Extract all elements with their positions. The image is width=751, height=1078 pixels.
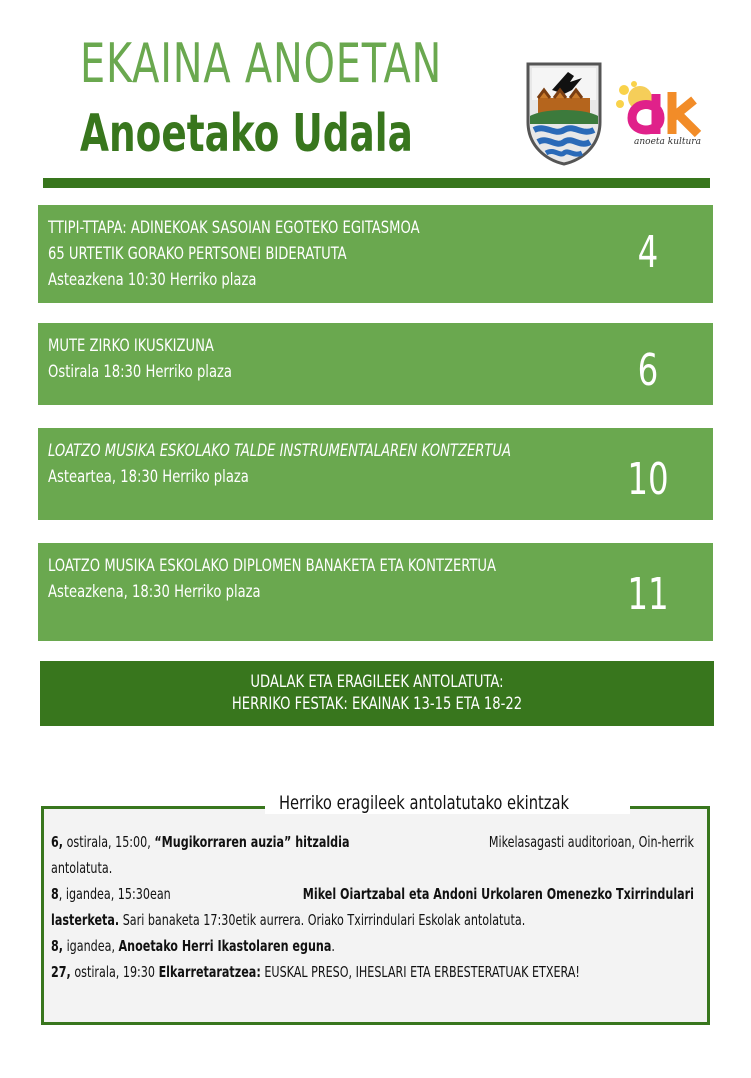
event-title: LOATZO MUSIKA ESKOLAKO TALDE INSTRUMENTALAREN KONTZERTUA (48, 441, 512, 461)
logo-text: anoeta kultura (634, 137, 701, 147)
event-schedule: Asteartea, 18:30 Herriko plaza (48, 467, 249, 487)
anoeta-coat-of-arms-icon (524, 60, 604, 166)
local-activities-title: Herriko eragileek antolatutako ekintzak (265, 792, 630, 814)
event-schedule: Asteazkena 10:30 Herriko plaza (48, 270, 257, 290)
event-day: 4 (637, 227, 659, 278)
list-item: 27, ostirala, 19:30 Elkarretaratzea: EUSKAL PRESO, IHESLARI ETA ERBESTERATUAK ETXERA! (51, 963, 580, 981)
event-title: LOATZO MUSIKA ESKOLAKO DIPLOMEN BANAKETA ETA KONTZERTUA (48, 556, 497, 576)
festak-banner (40, 661, 714, 726)
list-item: 8, igandea, 15:30ean Mikel Oiartzabal eta Andoni Urkolaren Omenezko Txirrindulari (51, 885, 694, 903)
event-schedule: Asteazkena, 18:30 Herriko plaza (48, 582, 261, 602)
festak-line-2: HERRIKO FESTAK: EKAINAK 13-15 ETA 18-22 (231, 694, 523, 714)
anoeta-kultura-logo-icon (612, 78, 710, 152)
page-title: EKAINA ANOETAN (80, 32, 443, 95)
list-item-continued: antolatuta. (51, 859, 113, 877)
event-schedule: Ostirala 18:30 Herriko plaza (48, 362, 232, 382)
list-item: 6, ostirala, 15:00, “Mugikorraren auzia” hitzaldia Mikelasagasti auditorioan, Oin-herrik (51, 833, 694, 851)
event-day: 6 (637, 345, 659, 396)
local-activities-list (51, 829, 694, 985)
event-day: 10 (627, 454, 669, 505)
event-card-4 (38, 543, 713, 641)
event-day: 11 (627, 569, 669, 620)
header-divider (43, 178, 710, 188)
festak-line-1: UDALAK ETA ERAGILEEK ANTOLATUTA: (250, 672, 504, 692)
event-card-1 (38, 205, 713, 303)
event-card-2 (38, 323, 713, 405)
event-subtitle: 65 URTETIK GORAKO PERTSONEI BIDERATUTA (48, 244, 347, 264)
page-subtitle: Anoetako Udala (80, 104, 413, 164)
event-card-3 (38, 428, 713, 520)
list-item-continued: lasterketa. Sari banaketa 17:30etik aurrera. Oriako Txirrindulari Eskolak antolatuta. (51, 911, 526, 929)
event-title: TTIPI-TTAPA: ADINEKOAK SASOIAN EGOTEKO EGITASMOA (48, 218, 420, 238)
event-title: MUTE ZIRKO IKUSKIZUNA (48, 336, 214, 356)
list-item: 8, igandea, Anoetako Herri Ikastolaren eguna. (51, 937, 335, 955)
